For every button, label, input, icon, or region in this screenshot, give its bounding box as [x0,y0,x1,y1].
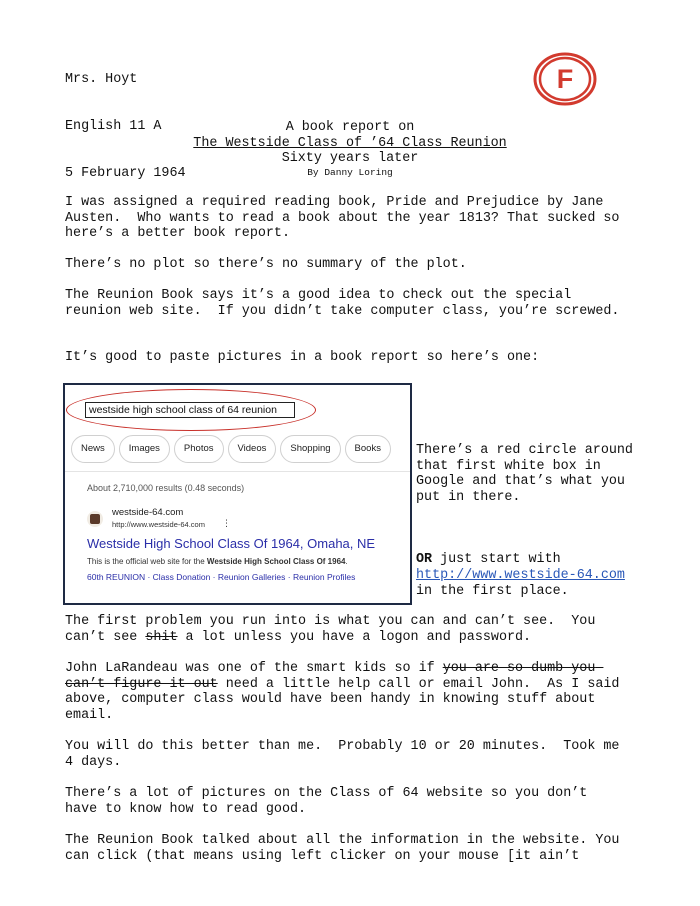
chip-news: News [71,435,115,463]
chip-images: Images [119,435,170,463]
search-screenshot [63,383,412,605]
chip-shopping: Shopping [280,435,340,463]
paragraph-6 [65,661,628,723]
side-note-1: There’s a red circle around that first white box in Google and that’s what you put in there. [416,443,642,505]
class-name: English 11 A [65,118,162,134]
p5-struck-word: shit [145,629,178,645]
byline: By Danny Loring [307,166,393,178]
p6-text-a: John LaRandeau was one of the smart kids so if [65,661,443,676]
divider [65,471,410,472]
result-description [87,557,348,566]
paragraph-1: I was assigned a required reading book, Pride and Prejudice by Jane Austen. Who wants to read a book about the year 1813? That sucked so here’s a better book report. [65,195,628,242]
paragraph-4: It’s good to paste pictures in a book report so here’s one: [65,350,540,365]
site-favicon-icon [87,511,103,527]
result-sitelinks: 60th REUNION · Class Donation · Reunion Galleries · Reunion Profiles [87,572,356,582]
desc-bold: Westside High School Class Of 1964 [206,557,346,566]
website-link[interactable]: http://www.westside-64.com [416,567,625,583]
site-url: http://www.westside-64.com [112,520,205,529]
title-line-3: Sixty years later [281,151,419,167]
result-title: Westside High School Class Of 1964, Omaha, NE [87,536,376,551]
paragraph-3: The Reunion Book says it’s a good idea to check out the special reunion web site. If you didn’t take computer class, you’re screwed. [65,288,620,319]
or-emphasis: OR [416,552,433,568]
p5-text-a: The first problem you run into is what you can and can’t see. You can’t see [65,614,604,645]
paragraph-5 [65,614,625,645]
p6-struck-phrase: you are so dumb you can’t figure it out [65,661,604,692]
paragraph-9: The Reunion Book talked about all the information in the website. You can click (that means using left clicker on your mouse [it ain’t [65,833,628,864]
side-note-2-end: in the first place. [416,583,569,599]
desc-text: This is the official web site for the [87,557,207,566]
side-note-2-text: just start with [432,552,561,568]
teacher-name: Mrs. Hoyt [65,72,138,88]
p5-text-b: a lot unless you have a logon and password. [177,629,532,645]
site-name: westside-64.com [112,507,184,518]
paragraph-2: There’s no plot so there’s no summary of the plot. [65,257,467,272]
chip-books: Books [345,435,391,463]
p6-text-b: need a little help call or email John. As I said above, computer class would have been handy in knowing stuff about email. [65,676,628,723]
chip-photos: Photos [174,435,224,463]
side-note-2 [416,552,656,599]
search-query-box: westside high school class of 64 reunion [85,402,295,418]
failing-grade-stamp [531,50,599,108]
side-note [416,412,656,615]
report-date: 5 February 1964 [65,165,186,181]
chip-videos: Videos [228,435,277,463]
grade-letter: F [556,64,574,94]
results-count: About 2,710,000 results (0.48 seconds) [87,483,245,493]
search-filter-chips [71,435,395,465]
paragraph-8: There’s a lot of pictures on the Class of 64 website so you don’t have to know how to read good. [65,786,596,817]
title-line-1: A book report on [285,120,415,135]
more-options-icon: ⋮ [222,518,231,528]
book-title: The Westside Class of ’64 Class Reunion [193,135,507,151]
report-title-block [0,120,700,179]
paragraph-7: You will do this better than me. Probably 10 or 20 minutes. Took me 4 days. [65,739,628,770]
desc-end: . [345,557,348,566]
